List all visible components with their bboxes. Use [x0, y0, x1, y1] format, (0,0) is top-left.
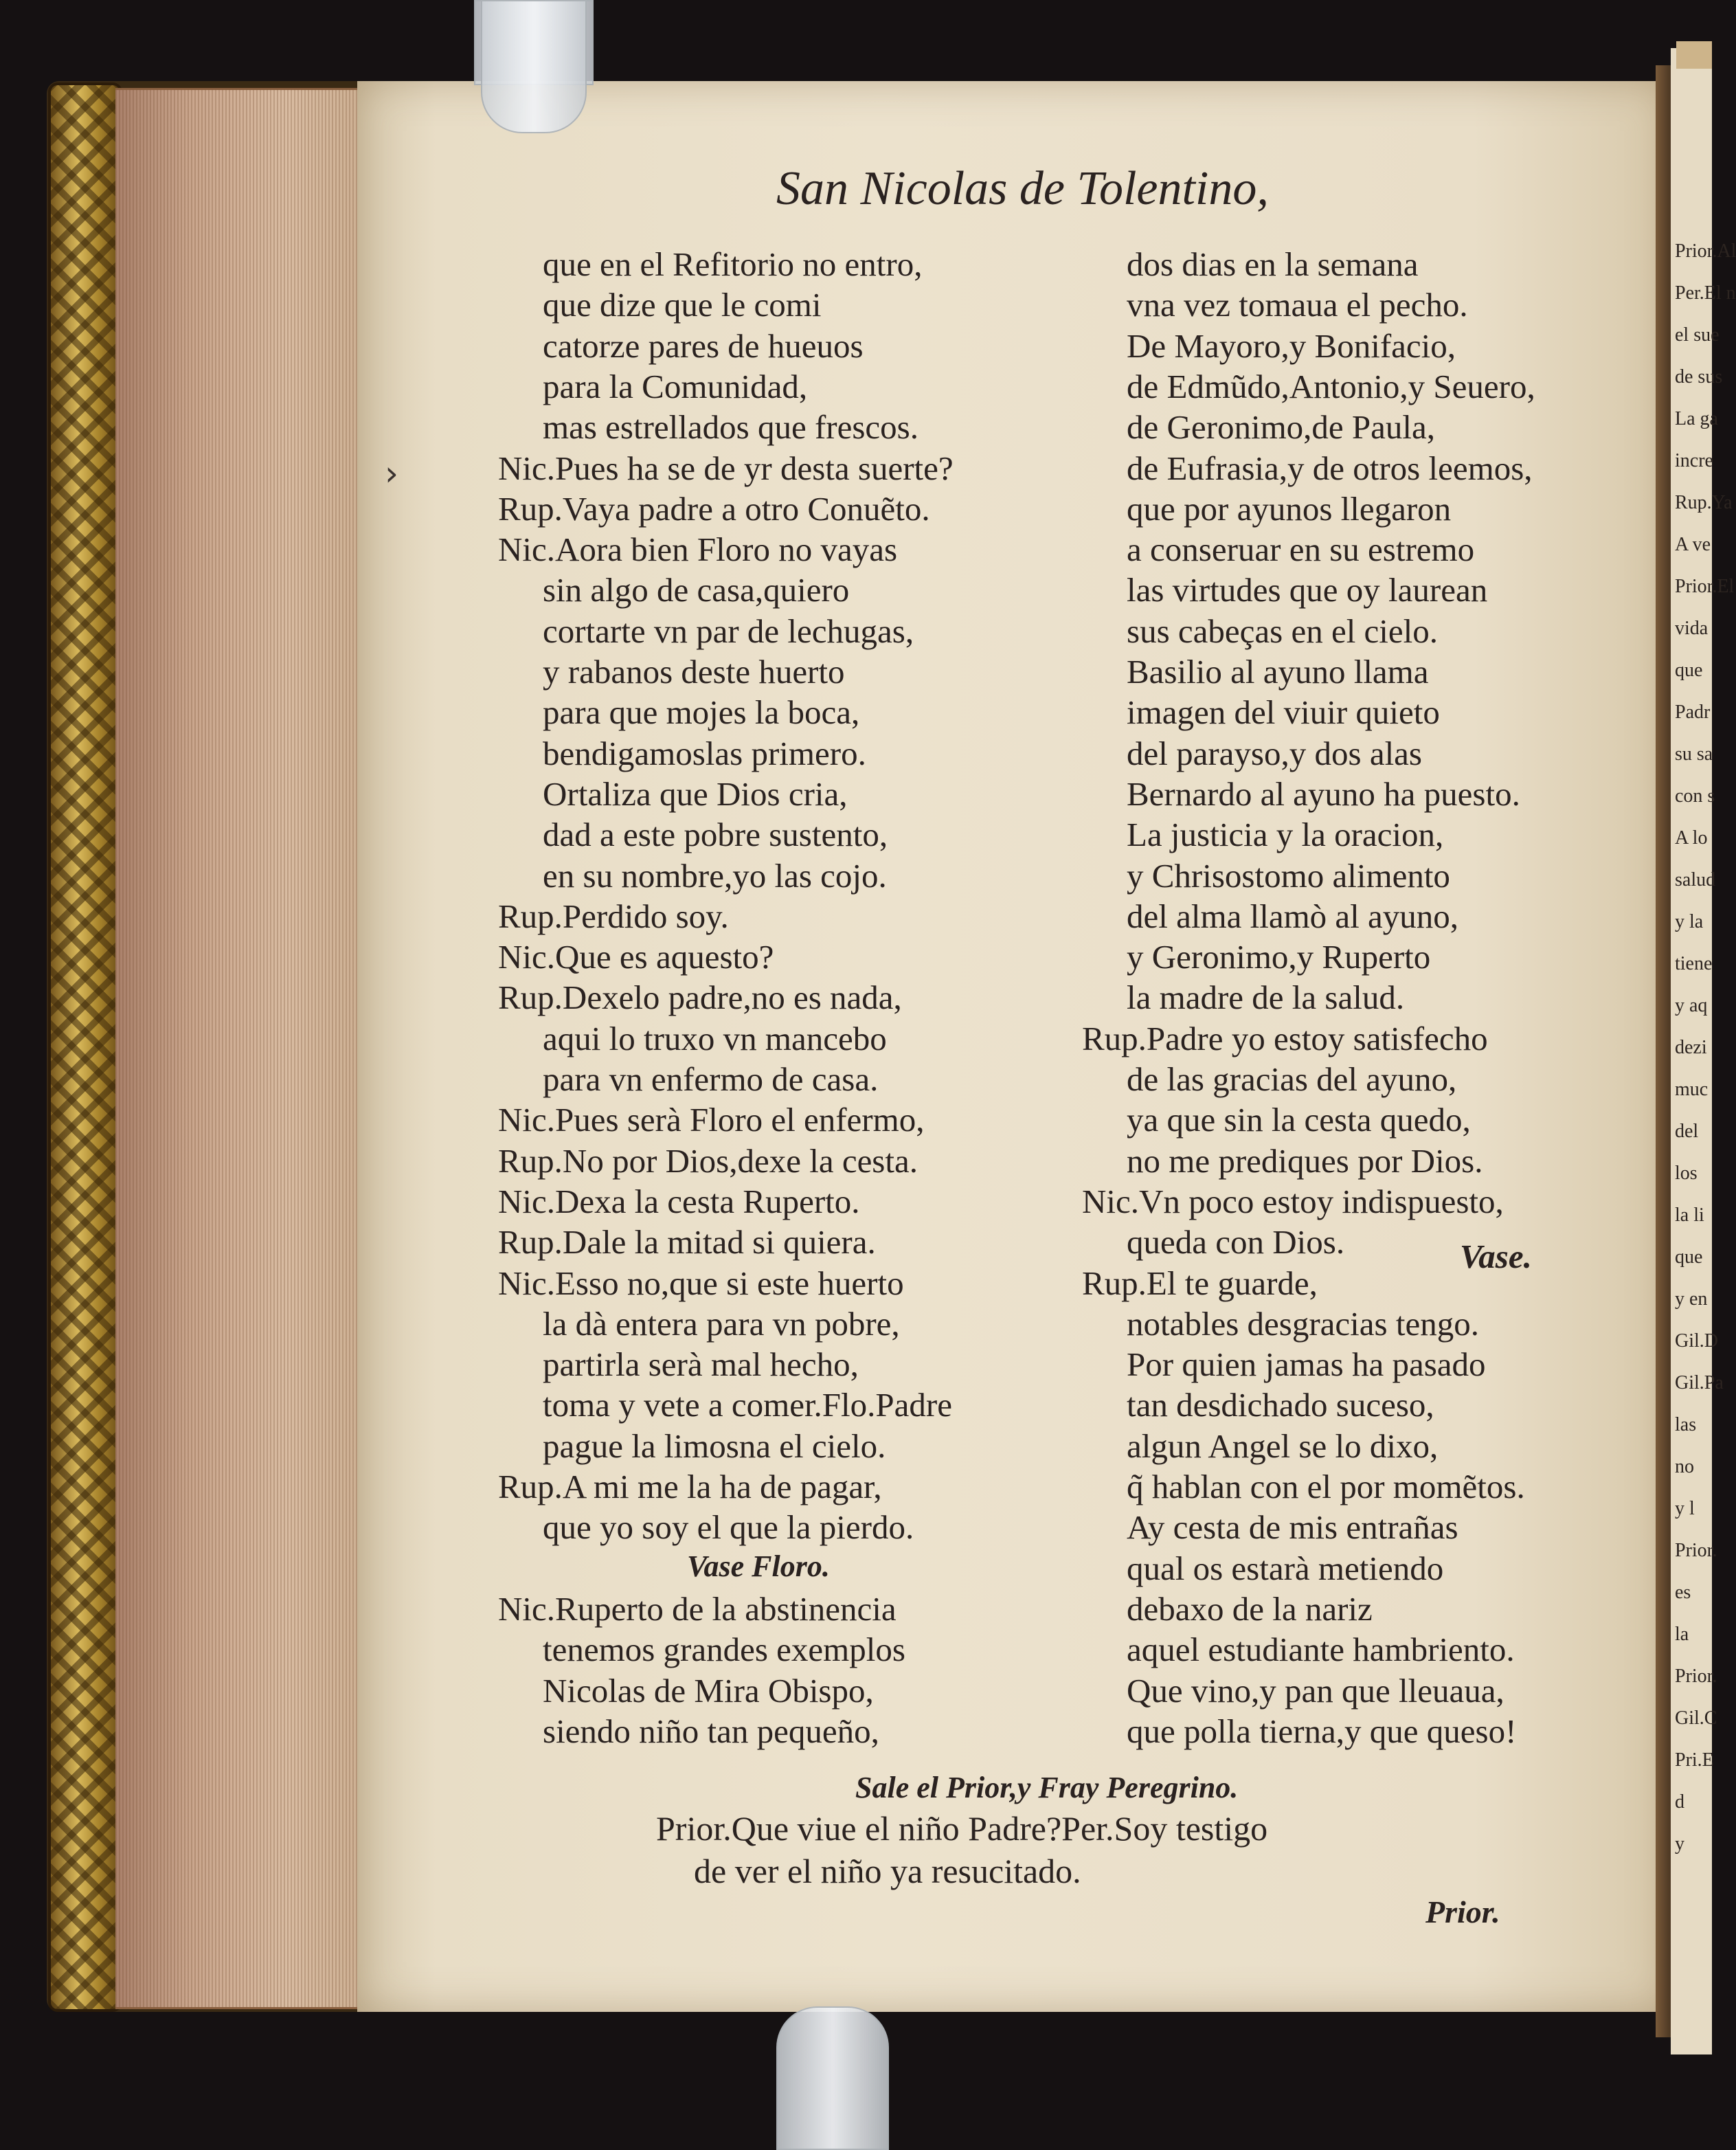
verse-line: las virtudes que oy laurean	[1127, 571, 1488, 609]
facing-page-fragment: incre	[1675, 450, 1713, 471]
verse-line: que yo soy el que la pierdo.	[543, 1508, 914, 1547]
verse-line: notables desgracias tengo.	[1127, 1304, 1479, 1343]
verse-line: que por ayunos llegaron	[1127, 489, 1452, 528]
facing-page-fragment: La ga	[1675, 408, 1718, 429]
verse-line: Nic.Dexa la cesta Ruperto.	[498, 1182, 860, 1220]
verse-line: Rup.Padre yo estoy satisfecho	[1082, 1019, 1488, 1057]
verse-line: que en el Refitorio no entro,	[543, 245, 923, 283]
facing-page-fragment: y l	[1675, 1498, 1695, 1519]
verse-line: Nic.Pues ha se de yr desta suerte?	[498, 449, 954, 487]
facing-page-fragment: con s	[1675, 785, 1715, 807]
verse-line: de las gracias del ayuno,	[1127, 1060, 1457, 1098]
verse-line: algun Angel se lo dixo,	[1127, 1426, 1439, 1465]
verse-line: sus cabeças en el cielo.	[1127, 612, 1439, 650]
facing-page-fragment: es	[1675, 1582, 1691, 1603]
verse-line: del parayso,y dos alas	[1127, 734, 1422, 772]
facing-page-fragment: salud	[1675, 869, 1716, 891]
facing-page-fragment: que	[1675, 1246, 1703, 1268]
facing-page-fragment: que	[1675, 660, 1703, 681]
verse-line: Rup.Dexelo padre,no es nada,	[498, 978, 902, 1017]
verse-line: y rabanos deste huerto	[543, 653, 845, 691]
facing-page-fragment: no	[1675, 1456, 1694, 1477]
facing-page-fragment: Pri.E	[1675, 1749, 1714, 1771]
facing-page-fragment: y	[1675, 1833, 1684, 1855]
facing-page-fragment: Rup.Ya	[1675, 492, 1733, 513]
verse-line: Rup.Dale la mitad si quiera.	[498, 1223, 876, 1262]
verse-line: cortarte vn par de lechugas,	[543, 612, 914, 650]
facing-page-fragment: tiene	[1675, 953, 1713, 974]
verse-line: Nic.Esso no,que si este huerto	[498, 1264, 904, 1302]
facing-page-fragment: y en	[1675, 1288, 1708, 1310]
verse-line: Nic.Ruperto de la abstinencia	[498, 1589, 897, 1628]
verse-line: ya que sin la cesta quedo,	[1127, 1101, 1471, 1139]
bottom-line-1: Prior.Que viue el niño Padre?Per.Soy testigo	[656, 1809, 1268, 1848]
facing-page-fragment: Gil.C	[1675, 1707, 1717, 1729]
verse-line: Que vino,y pan que lleuaua,	[1127, 1671, 1504, 1710]
verse-line: siendo niño tan pequeño,	[543, 1712, 879, 1750]
verse-line: Vase Floro.	[687, 1549, 830, 1583]
verse-line: del alma llamò al ayuno,	[1127, 897, 1459, 935]
verse-line: dos dias en la semana	[1127, 245, 1419, 283]
verse-line: Rup.Vaya padre a otro Conuẽto.	[498, 489, 930, 528]
facing-page-fragment: su sa	[1675, 743, 1713, 765]
facing-page-edge	[1676, 41, 1712, 69]
facing-page-fragment: Prior.El	[1675, 576, 1735, 597]
verse-line: Ay cesta de mis entrañas	[1127, 1508, 1458, 1547]
running-head: San Nicolas de Tolentino,	[776, 162, 1269, 215]
facing-page-fragment: el sue	[1675, 324, 1720, 346]
verse-line: pague la limosna el cielo.	[543, 1426, 886, 1465]
bottom-line-2: de ver el niño ya resucitado.	[694, 1852, 1081, 1890]
facing-page-fragment: dezi	[1675, 1037, 1707, 1058]
verse-line: Rup.Perdido soy.	[498, 897, 729, 935]
facing-page-fragment: Per.El n	[1675, 282, 1736, 304]
page-fore-edge	[115, 88, 363, 2009]
verse-line: dad a este pobre sustento,	[543, 816, 888, 854]
verse-line: La justicia y la oracion,	[1127, 816, 1444, 854]
facing-page-fragment: muc	[1675, 1079, 1709, 1100]
facing-page-fragment: d	[1675, 1791, 1684, 1813]
verse-line: la madre de la salud.	[1127, 978, 1405, 1017]
verse-line: a conseruar en su estremo	[1127, 530, 1475, 569]
facing-page-fragment: A ve	[1675, 534, 1711, 555]
stage-direction: Sale el Prior,y Fray Peregrino.	[855, 1771, 1239, 1804]
facing-page-fragment: las	[1675, 1414, 1697, 1435]
exit-direction: Vase.	[1460, 1238, 1532, 1275]
verse-line: la dà entera para vn pobre,	[543, 1304, 900, 1343]
facing-page-fragment: los	[1675, 1163, 1698, 1184]
facing-page-fragment: la	[1675, 1624, 1689, 1645]
verse-line: Basilio al ayuno llama	[1127, 653, 1429, 691]
verse-line: Bernardo al ayuno ha puesto.	[1127, 774, 1520, 813]
facing-page-fragment: y la	[1675, 911, 1704, 932]
verse-line: toma y vete a comer.Flo.Padre	[543, 1386, 952, 1424]
verse-line: Nic.Vn poco estoy indispuesto,	[1082, 1182, 1504, 1220]
verse-line: catorze pares de hueuos	[543, 326, 864, 365]
verse-line: mas estrellados que frescos.	[543, 408, 918, 447]
verse-line: Ortaliza que Dios cria,	[543, 774, 848, 813]
verse-line: y Geronimo,y Ruperto	[1127, 938, 1431, 976]
verse-line: tenemos grandes exemplos	[543, 1631, 905, 1669]
verse-line: de Edmũdo,Antonio,y Seuero,	[1127, 367, 1535, 405]
verse-line: Nic.Que es aquesto?	[498, 938, 774, 976]
verse-line: Por quien jamas ha pasado	[1127, 1345, 1486, 1384]
verse-line: en su nombre,yo las cojo.	[543, 856, 887, 895]
verse-line: de Eufrasia,y de otros leemos,	[1127, 449, 1533, 487]
catchword: Prior.	[1425, 1894, 1500, 1929]
verse-line: Rup.A mi me la ha de pagar,	[498, 1468, 882, 1505]
facing-page-fragment: Gil.D	[1675, 1330, 1718, 1352]
verse-line: partirla serà mal hecho,	[543, 1345, 859, 1384]
verse-line: que dize que le comi	[543, 286, 822, 324]
facing-page-fragment: Padr	[1675, 702, 1711, 723]
verse-line: q̃ hablan con el por momẽtos.	[1127, 1468, 1525, 1505]
verse-line: no me prediques por Dios.	[1127, 1141, 1483, 1180]
facing-page-fragment: Prior.	[1675, 1666, 1717, 1687]
verse-line: bendigamoslas primero.	[543, 734, 866, 772]
verse-line: qual os estarà metiendo	[1127, 1549, 1444, 1587]
verse-line: y Chrisostomo alimento	[1127, 856, 1450, 895]
facing-page-fragment: del	[1675, 1121, 1699, 1142]
verse-line: de Geronimo,de Paula,	[1127, 408, 1436, 447]
verse-line: imagen del viuir quieto	[1127, 693, 1440, 732]
facing-page-fragment: la li	[1675, 1205, 1704, 1226]
verse-line: Rup.No por Dios,dexe la cesta.	[498, 1141, 918, 1180]
verse-line: para que mojes la boca,	[543, 693, 860, 732]
verse-line: aquel estudiante hambriento.	[1127, 1631, 1515, 1669]
verse-line: para la Comunidad,	[543, 367, 808, 405]
verse-line: debaxo de la nariz	[1127, 1589, 1373, 1628]
facing-page-fragment: A lo	[1675, 827, 1708, 849]
verse-line: aqui lo truxo vn mancebo	[543, 1019, 887, 1057]
verse-line: Nicolas de Mira Obispo,	[543, 1671, 874, 1710]
gilt-border	[48, 82, 122, 2012]
verse-line: queda con Dios.	[1127, 1223, 1345, 1262]
verse-line: De Mayoro,y Bonifacio,	[1127, 326, 1456, 365]
page-clip-top	[481, 0, 587, 133]
verse-line: Nic.Aora bien Floro no vayas	[498, 530, 898, 569]
facing-page-fragment: y aq	[1675, 995, 1708, 1016]
verse-line: Rup.El te guarde,	[1082, 1264, 1318, 1302]
verse-line: para vn enfermo de casa.	[543, 1060, 879, 1098]
verse-line: que polla tierna,y que queso!	[1127, 1712, 1517, 1750]
verse-line: tan desdichado suceso,	[1127, 1386, 1434, 1424]
facing-page-fragment: Prior.Al	[1675, 240, 1736, 262]
verse-line: sin algo de casa,quiero	[543, 571, 850, 609]
facing-page-fragment: Gil.Pa	[1675, 1372, 1724, 1393]
chevron-right-icon: ›	[385, 453, 398, 493]
facing-page-fragment: vida	[1675, 618, 1709, 639]
page-clip-bottom	[776, 2006, 889, 2150]
facing-page-fragment: Prior.	[1675, 1540, 1717, 1561]
facing-page-fragment: de sus	[1675, 366, 1723, 388]
verse-line: vna vez tomaua el pecho.	[1127, 286, 1468, 324]
verse-line: Nic.Pues serà Floro el enfermo,	[498, 1101, 925, 1139]
